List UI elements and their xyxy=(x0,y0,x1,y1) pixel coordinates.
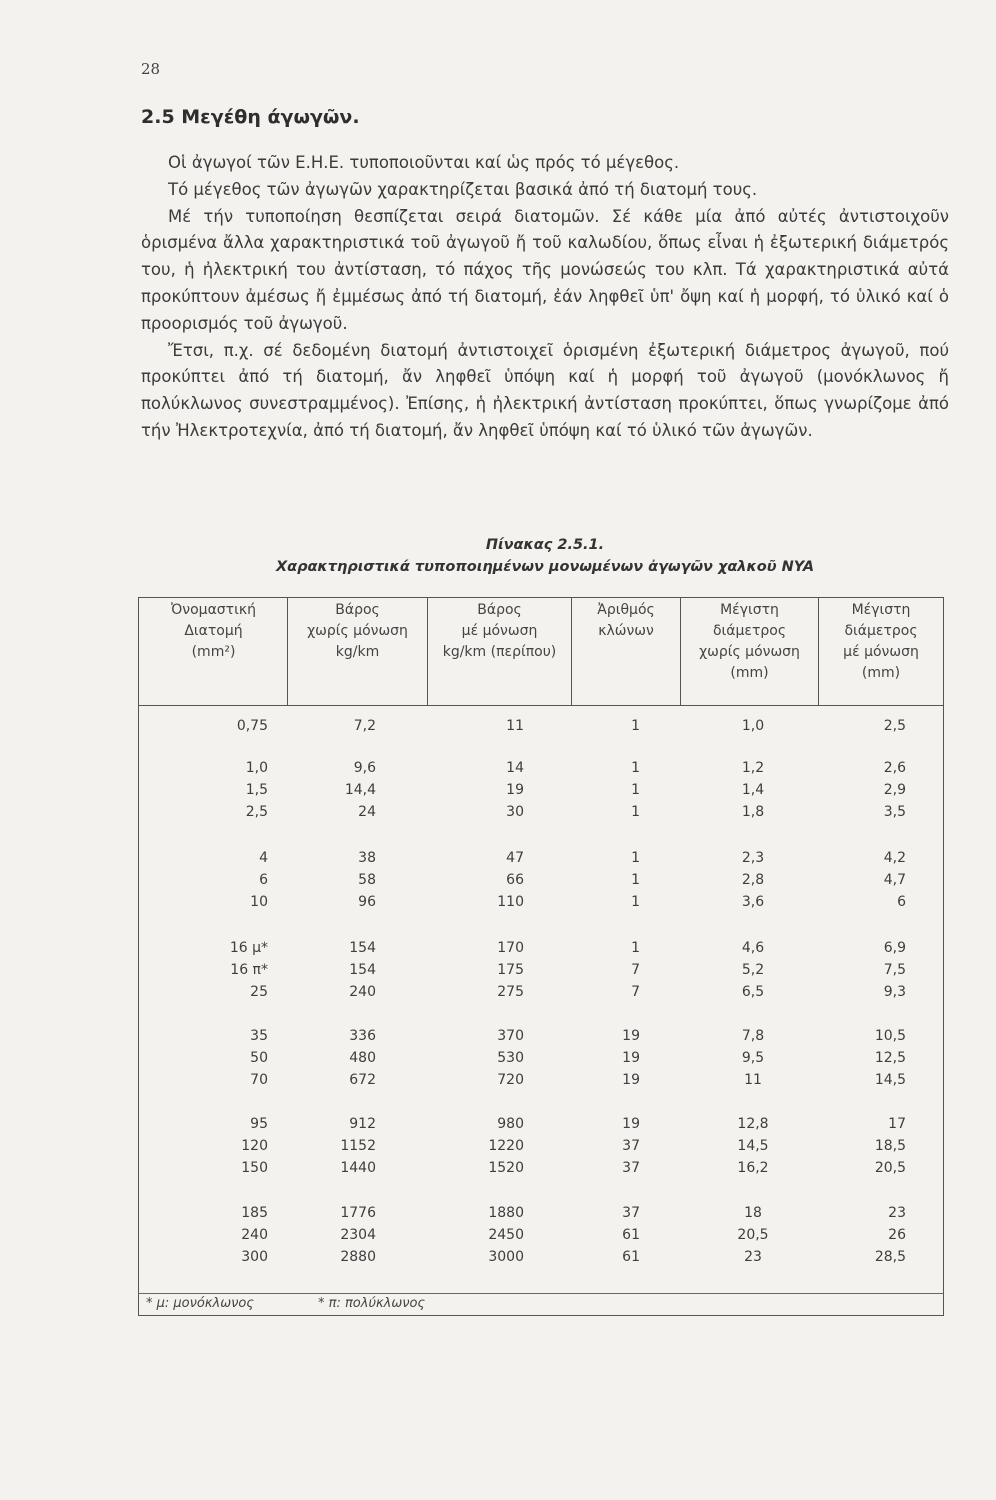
table-cell: 14,5 xyxy=(874,1072,906,1088)
table-cell: 4,6 xyxy=(741,940,765,956)
table-cell: 1,0 xyxy=(245,760,268,776)
table-cell: 6,9 xyxy=(883,940,906,956)
table-cell: 11 xyxy=(506,718,524,734)
table-cell: 185 xyxy=(241,1205,268,1221)
table-cell: 96 xyxy=(358,894,376,910)
table-cell: 26 xyxy=(888,1227,906,1243)
table-cell: 1,2 xyxy=(741,760,765,776)
table-cell: 30 xyxy=(506,804,524,820)
table-cell: 24 xyxy=(358,804,376,820)
table-cell: 150 xyxy=(241,1160,268,1176)
table-cell: 2,5 xyxy=(245,804,268,820)
table-cell: 480 xyxy=(349,1050,376,1066)
table-cell: 16 π* xyxy=(230,962,268,978)
table-cell: 25 xyxy=(250,984,268,1000)
table-cell: 10 xyxy=(250,894,268,910)
table-caption xyxy=(141,534,949,578)
table-cell: 2450 xyxy=(488,1227,524,1243)
table-cell: 370 xyxy=(497,1028,524,1044)
footnote-divider xyxy=(138,1293,944,1294)
table-cell: 240 xyxy=(349,984,376,1000)
table-cell: 720 xyxy=(497,1072,524,1088)
table-cell: 110 xyxy=(497,894,524,910)
table-cell: 1 xyxy=(631,872,640,888)
column-header-weight-insulated: Βάρος μέ μόνωση kg/km (περίπου) xyxy=(442,602,557,660)
table-cell: 23 xyxy=(888,1205,906,1221)
table-cell: 6 xyxy=(897,894,906,910)
table-cell: 12,8 xyxy=(737,1116,769,1132)
table-cell: 300 xyxy=(241,1249,268,1265)
table-cell: 1880 xyxy=(488,1205,524,1221)
table-cell: 2,8 xyxy=(741,872,765,888)
table-cell: 4 xyxy=(259,850,268,866)
table-cell: 2,3 xyxy=(741,850,765,866)
table-cell: 2,5 xyxy=(883,718,906,734)
table-cell: 11 xyxy=(744,1072,762,1088)
table-cell: 35 xyxy=(250,1028,268,1044)
table-cell: 1,4 xyxy=(741,782,765,798)
table-cell: 19 xyxy=(506,782,524,798)
table-cell: 12,5 xyxy=(874,1050,906,1066)
table-cell: 0,75 xyxy=(236,718,268,734)
table-cell: 1 xyxy=(631,940,640,956)
table-cell: 18 xyxy=(744,1205,762,1221)
table-cell: 154 xyxy=(349,962,376,978)
table-number: Πίνακας 2.5.1. xyxy=(485,537,605,553)
table-cell: 1520 xyxy=(488,1160,524,1176)
table-cell: 912 xyxy=(349,1116,376,1132)
table-cell: 20,5 xyxy=(737,1227,769,1243)
table-cell: 170 xyxy=(497,940,524,956)
table-cell: 1 xyxy=(631,850,640,866)
table-cell: 240 xyxy=(241,1227,268,1243)
table-cell: 154 xyxy=(349,940,376,956)
table-cell: 9,3 xyxy=(883,984,906,1000)
table-cell: 2,6 xyxy=(883,760,906,776)
table-cell: 47 xyxy=(506,850,524,866)
table-cell: 37 xyxy=(622,1160,640,1176)
table-cell: 18,5 xyxy=(874,1138,906,1154)
table-cell: 14,4 xyxy=(344,782,376,798)
table-cell: 175 xyxy=(497,962,524,978)
table-cell: 14,5 xyxy=(737,1138,769,1154)
paragraph: Ἔτσι, π.χ. σέ δεδομένη διατομή ἀντιστοιχεῖ ὁρισμένη ἐξωτερική διάμετρος ἀγωγοῦ, πού προκύπτει ἀπό τή διατομή, ἄν ληφθεῖ ὑπόψη καί ἡ μορφή τοῦ ἀγωγοῦ (μονόκλωνος ἤ πολύκλωνος συνεστραμμένος). Ἐπίσης, ἡ ἠλεκτρική ἀντίσταση προκύπτει, ὅπως γνωρίζομε ἀπό τήν Ἠλεκτροτεχνία, ἀπό τή διατομή, ἄν ληφθεῖ ὑπόψη καί τό ὑλικό τῶν ἀγωγῶν. xyxy=(141,340,949,440)
page-number: 28 xyxy=(141,60,161,78)
table-cell: 1220 xyxy=(488,1138,524,1154)
column-header-weight-bare: Βάρος χωρίς μόνωση kg/km xyxy=(307,602,408,660)
table-cell: 16 μ* xyxy=(229,940,268,956)
table-cell: 37 xyxy=(622,1205,640,1221)
table-cell: 14 xyxy=(506,760,524,776)
table-cell: 275 xyxy=(497,984,524,1000)
table-cell: 7,5 xyxy=(883,962,906,978)
table-cell: 1776 xyxy=(340,1205,376,1221)
table-cell: 19 xyxy=(622,1028,640,1044)
table-cell: 10,5 xyxy=(874,1028,906,1044)
paragraph: Οἱ ἀγωγοί τῶν Ε.Η.Ε. τυποποιοῦνται καί ὡς πρός τό μέγεθος. xyxy=(168,153,680,172)
column-header-diameter-insulated: Μέγιστη διάμετρος μέ μόνωση (mm) xyxy=(843,602,919,681)
table-cell: 980 xyxy=(497,1116,524,1132)
table-cell: 530 xyxy=(497,1050,524,1066)
column-header-cross-section: Ὀνομαστική Διατομή (mm²) xyxy=(171,602,256,660)
table-cell: 6,5 xyxy=(741,984,765,1000)
table-cell: 9,6 xyxy=(353,760,376,776)
table-cell: 2304 xyxy=(340,1227,376,1243)
table-cell: 95 xyxy=(250,1116,268,1132)
table-cell: 7 xyxy=(631,962,640,978)
table-cell: 7 xyxy=(631,984,640,1000)
table-cell: 1 xyxy=(631,894,640,910)
table-cell: 61 xyxy=(622,1227,640,1243)
table-cell: 61 xyxy=(622,1249,640,1265)
table-cell: 19 xyxy=(622,1116,640,1132)
table-cell: 7,8 xyxy=(741,1028,765,1044)
table-cell: 1 xyxy=(631,804,640,820)
table-cell: 1 xyxy=(631,760,640,776)
table-cell: 37 xyxy=(622,1138,640,1154)
table-cell: 1,0 xyxy=(741,718,765,734)
section-heading: 2.5 Μεγέθη άγωγῶν. xyxy=(141,106,360,128)
table-cell: 38 xyxy=(358,850,376,866)
footnote-monoklonos: * μ: μονόκλωνος xyxy=(146,1296,254,1311)
header-divider xyxy=(138,705,944,706)
table-cell: 336 xyxy=(349,1028,376,1044)
table-cell: 672 xyxy=(349,1072,376,1088)
table-cell: 70 xyxy=(250,1072,268,1088)
table-cell: 19 xyxy=(622,1050,640,1066)
footnote-polyklonos: * π: πολύκλωνος xyxy=(318,1296,426,1311)
table-cell: 50 xyxy=(250,1050,268,1066)
table-cell: 120 xyxy=(241,1138,268,1154)
paragraph: Τό μέγεθος τῶν ἀγωγῶν χαρακτηρίζεται βασικά ἀπό τή διατομή τους. xyxy=(168,179,758,199)
table-cell: 3000 xyxy=(488,1249,524,1265)
column-header-diameter-bare: Μέγιστη διάμετρος χωρίς μόνωση (mm) xyxy=(699,602,800,681)
table-cell: 4,7 xyxy=(883,872,906,888)
table-cell: 16,2 xyxy=(737,1160,769,1176)
table-cell: 2,9 xyxy=(883,782,906,798)
table-cell: 23 xyxy=(744,1249,762,1265)
table-cell: 4,2 xyxy=(883,850,906,866)
table-cell: 1,8 xyxy=(741,804,765,820)
table-cell: 17 xyxy=(888,1116,906,1132)
table-cell: 2880 xyxy=(340,1249,376,1265)
table-cell: 1,5 xyxy=(245,782,268,798)
column-header-strands: Ἀριθμός κλώνων xyxy=(597,602,655,639)
table-cell: 19 xyxy=(622,1072,640,1088)
table-cell: 3,6 xyxy=(741,894,765,910)
table-cell: 1152 xyxy=(340,1138,376,1154)
table-cell: 7,2 xyxy=(353,718,376,734)
table-cell: 20,5 xyxy=(874,1160,906,1176)
table-cell: 1 xyxy=(631,782,640,798)
table-cell: 5,2 xyxy=(741,962,765,978)
table-cell: 9,5 xyxy=(741,1050,765,1066)
table-cell: 3,5 xyxy=(883,804,906,820)
table-cell: 28,5 xyxy=(874,1249,906,1265)
table-cell: 66 xyxy=(506,872,524,888)
table-title: Χαρακτηριστικά τυποποιημένων μονωμένων ἀγωγῶν χαλκοῦ NYA xyxy=(275,559,815,575)
table-cell: 1 xyxy=(631,718,640,734)
table-cell: 58 xyxy=(358,872,376,888)
table-cell: 1440 xyxy=(340,1160,376,1176)
paragraph: Μέ τήν τυποποίηση θεσπίζεται σειρά διατομῶν. Σέ κάθε μία ἀπό αὐτές ἀντιστοιχοῦν ὁρισμένα ἄλλα χαρακτηριστικά τοῦ ἀγωγοῦ ἤ τοῦ καλωδίου, ὅπως εἶναι ἡ ἐξωτερική διάμετρός του, ἡ ἠλεκτρική του ἀντίσταση, τό πάχος τῆς μονώσεώς του κλπ. Τά χαρακτηριστικά αὐτά προκύπτουν ἀμέσως ἤ ἐμμέσως ἀπό τή διατομή, ἐάν ληφθεῖ ὑπ' ὄψη καί ἡ μορφή, τό ὑλικό καί ὁ προορισμός τοῦ ἀγωγοῦ. xyxy=(141,206,949,333)
table-cell: 6 xyxy=(259,872,268,888)
body-text xyxy=(141,150,949,445)
